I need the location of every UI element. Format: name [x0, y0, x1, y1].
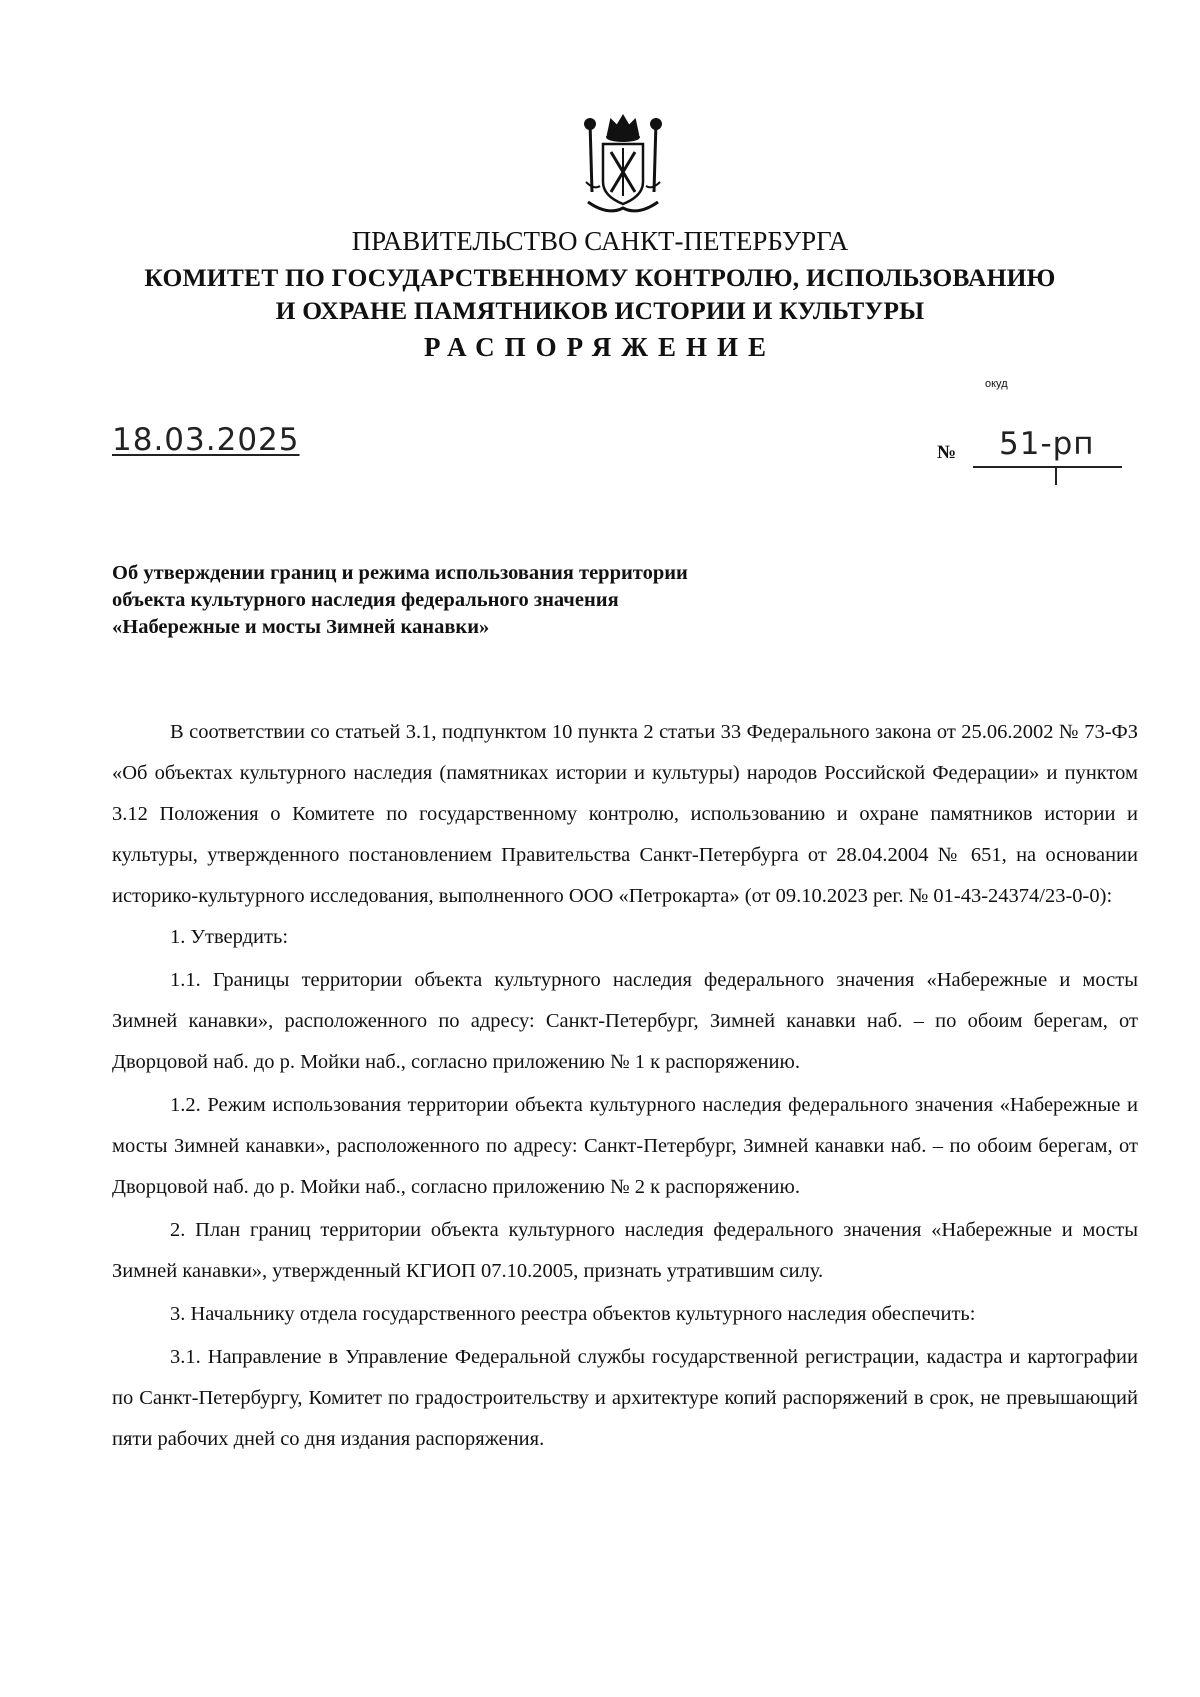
number-pen-stroke: [1055, 467, 1057, 485]
clause-3: 3. Начальнику отдела государственного реестра объектов культурного наследия обеспечить:: [170, 1303, 976, 1325]
clause-1-2: 1.2. Режим использования территории объекта культурного наследия федерального значения «Набережные и мосты Зимней канавки», расположенного по адресу: Санкт-Петербург, Зимней канавки наб. – по обоим берегам, от Дворцовой наб. до р. Мойки наб., согласно приложению № 2 к распоряжению.: [112, 1094, 1138, 1198]
document-type-title: РАСПОРЯЖЕНИЕ: [423, 332, 777, 362]
document-date: 18.03.2025: [112, 422, 300, 458]
committee-name-line2: И ОХРАНЕ ПАМЯТНИКОВ ИСТОРИИ И КУЛЬТУРЫ: [275, 296, 925, 325]
government-name: ПРАВИТЕЛЬСТВО САНКТ-ПЕТЕРБУРГА: [351, 226, 849, 256]
number-underline: [973, 466, 1122, 468]
document-subject: [112, 560, 688, 641]
clause-1: 1. Утвердить:: [170, 926, 289, 948]
preamble-paragraph: В соответствии со статьей 3.1, подпунктом 10 пункта 2 статьи 33 Федерального закона от 25.06.2002 № 73-ФЗ «Об объектах культурного наследия (памятниках истории и культуры) народов Российской Федерации» и пунктом 3.12 Положения о Комитете по государственному контролю, использованию и охране памятников истории и культуры, утвержденного постановлением Правительства Санкт-Петербурга от 28.04.2004 № 651, на основании историко-культурного исследования, выполненного ООО «Петрокарта» (от 09.10.2023 рег. № 01-43-24374/23-0-0):: [112, 721, 1138, 907]
document-number-block: [937, 426, 1122, 482]
document-number: 51-рп: [999, 426, 1095, 462]
document-body: [112, 712, 1138, 1460]
clause-3-1: 3.1. Направление в Управление Федеральной службы государственной регистрации, кадастра и картографии по Санкт-Петербургу, Комитет по градостроительству и архитектуре копий распоряжений в срок, не превышающий пяти рабочих дней со дня издания распоряжения.: [112, 1346, 1138, 1450]
clause-2: 2. План границ территории объекта культурного наследия федерального значения «Набережные и мосты Зимней канавки», утвержденный КГИОП 07.10.2005, признать утратившим силу.: [112, 1219, 1138, 1282]
okud-label: окуд: [985, 378, 1008, 390]
subject-line: объекта культурного наследия федерального значения: [112, 589, 619, 611]
subject-line: «Набережные и мосты Зимней канавки»: [112, 616, 490, 638]
coat-of-arms-emblem: [578, 112, 668, 220]
number-sign: №: [937, 442, 957, 463]
clause-1-1: 1.1. Границы территории объекта культурного наследия федерального значения «Набережные и мосты Зимней канавки», расположенного по адресу: Санкт-Петербург, Зимней канавки наб. – по обоим берегам, от Дворцовой наб. до р. Мойки наб., согласно приложению № 1 к распоряжению.: [112, 969, 1138, 1073]
committee-name-line1: КОМИТЕТ ПО ГОСУДАРСТВЕННОМУ КОНТРОЛЮ, ИСПОЛЬЗОВАНИЮ: [144, 263, 1056, 292]
subject-line: Об утверждении границ и режима использования территории: [112, 562, 688, 584]
